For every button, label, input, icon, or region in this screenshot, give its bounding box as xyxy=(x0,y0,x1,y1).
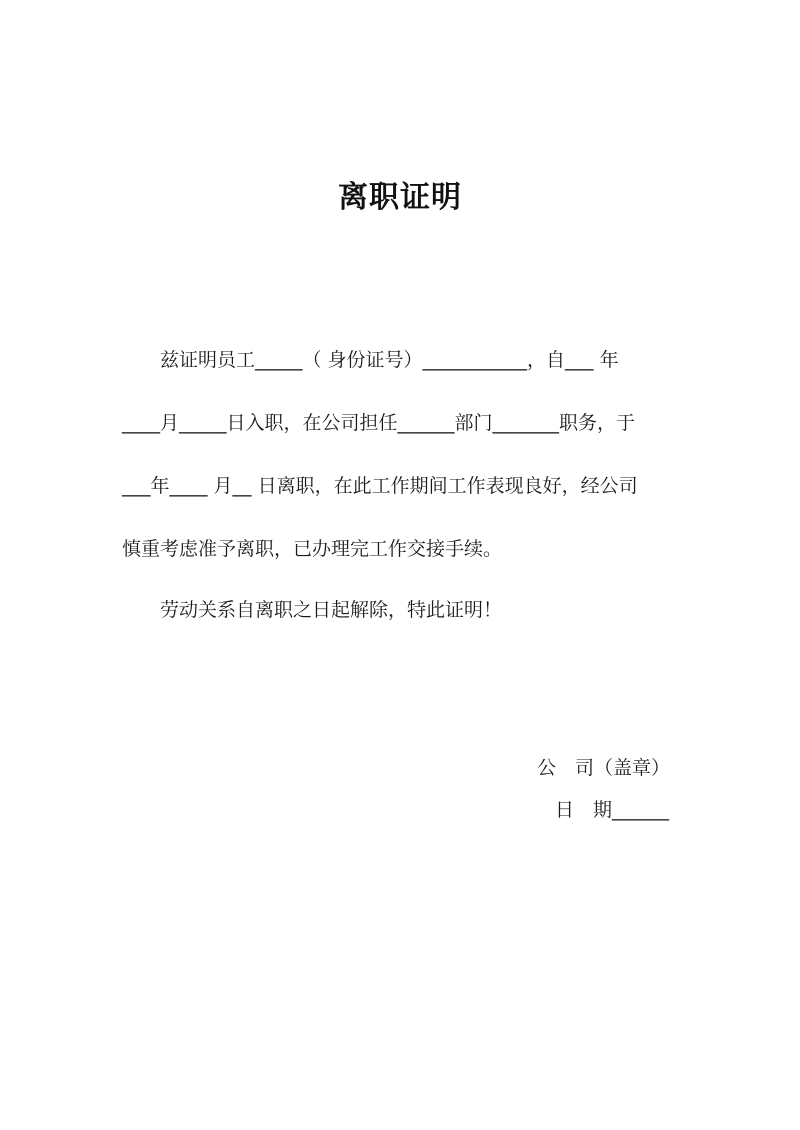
body-line-3: ___年____ 月__ 日离职，在此工作期间工作表现良好，经公司 xyxy=(122,475,638,497)
body-line-5: 劳动关系自离职之日起解除，特此证明！ xyxy=(160,599,503,621)
body-line-1: 兹证明员工_____（ 身份证号）___________，自___ 年 xyxy=(160,349,619,371)
body-line-4: 慎重考虑准予离职，已办理完工作交接手续。 xyxy=(122,538,503,560)
company-seal-label: 公 司（盖章） xyxy=(537,757,671,779)
date-label: 日 期______ xyxy=(555,799,670,821)
document-title: 离职证明 xyxy=(338,180,462,215)
body-line-2: ____月_____日入职，在公司担任______部门_______职务，于 xyxy=(122,412,636,434)
